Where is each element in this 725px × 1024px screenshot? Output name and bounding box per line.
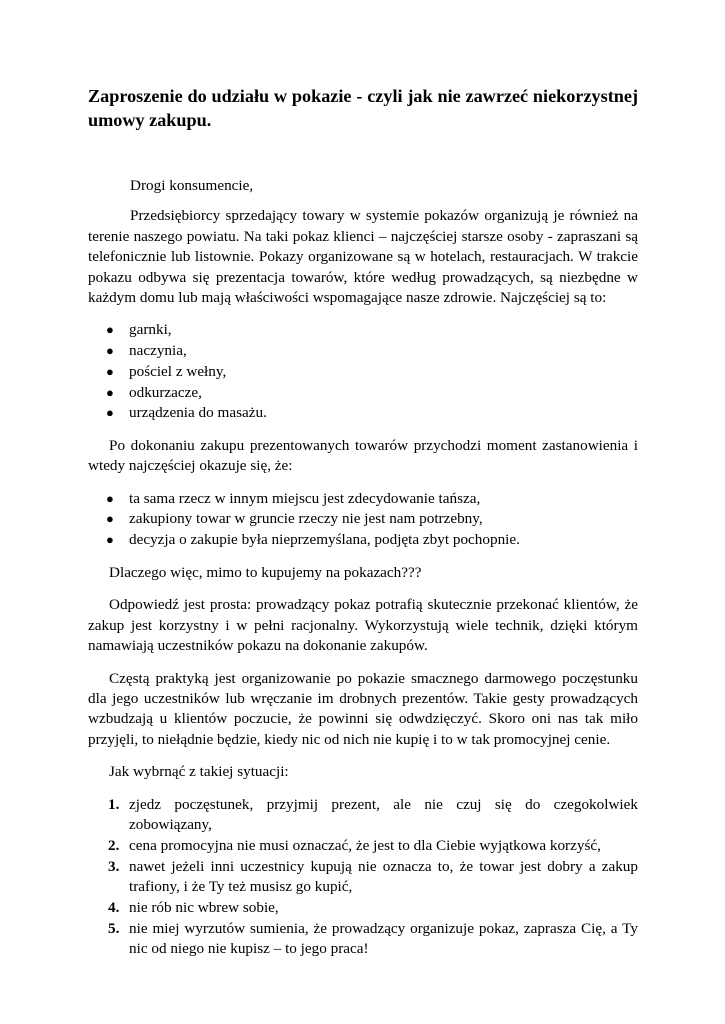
- bullet-icon: ●: [106, 343, 114, 359]
- question-paragraph: Dlaczego więc, mimo to kupujemy na pokazach???: [109, 563, 422, 581]
- list-item: ● ta sama rzecz w innym miejscu jest zdecydowanie tańsza,: [88, 489, 638, 510]
- bullet-icon: ●: [106, 322, 114, 338]
- bullet-icon: ●: [106, 511, 114, 527]
- answer-paragraph: Odpowiedź jest prosta: prowadzący pokaz potrafią skutecznie przekonać klientów, że zakup jest korzystny i w pełni racjonalny. Wykorzystują wiele technik, dzięki którym namawiają uczestników pokazu na dokonanie zakupów.: [88, 596, 638, 655]
- practice-paragraph: Częstą praktyką jest organizowanie po pokazie smacznego darmowego poczęstunku dla jego uczestników lub wręczanie im drobnych prezentów. Takie gesty prowadzących wzbudzają u klientów poczucie, że powinni się odwdzięczyć. Skoro oni nas tak miło przyjęli, to niełądnie będzie, kiedy nic od nich nie kupię i to w tak promocyjnej cenie.: [88, 669, 638, 748]
- list-item: ● decyzja o zakupie była nieprzemyślana, podjęta zbyt pochopnie.: [88, 530, 638, 551]
- bullet-icon: ●: [106, 490, 114, 506]
- bullet-icon: ●: [106, 384, 114, 400]
- list-item: ● garnki,: [88, 320, 638, 341]
- list-item: ● odkurzacze,: [88, 383, 638, 404]
- product-list: [88, 320, 638, 424]
- bullet-icon: ●: [106, 405, 114, 421]
- list-item: 5. nie miej wyrzutów sumienia, że prowadzący organizuje pokaz, zaprasza Cię, a Ty nic od niego nie kupisz – to jego praca!: [108, 919, 638, 958]
- how-to-paragraph: Jak wybrnąć z takiej sytuacji:: [109, 763, 289, 781]
- tips-list: [88, 795, 638, 961]
- list-item: 1. zjedz poczęstunek, przyjmij prezent, ale nie czuj się do czegokolwiek zobowiązany,: [108, 795, 638, 834]
- bullet-icon: ●: [106, 363, 114, 379]
- list-item: ● urządzenia do masażu.: [88, 403, 638, 424]
- bullet-icon: ●: [106, 532, 114, 548]
- list-item: 4. nie rób nic wbrew sobie,: [108, 899, 279, 917]
- after-purchase-paragraph: Po dokonaniu zakupu prezentowanych towarów przychodzi moment zastanowienia i wtedy najczęściej okazuje się, że:: [88, 436, 638, 475]
- list-item: ● zakupiony towar w gruncie rzeczy nie jest nam potrzebny,: [88, 509, 638, 530]
- intro-paragraph: Przedsiębiorcy sprzedający towary w systemie pokazów organizują je również na terenie naszego powiatu. Na taki pokaz klienci – najczęściej starsze osoby - zapraszani są telefonicznie lub listownie. Pokazy organizowane są w hotelach, restauracjach. W trakcie pokazu odbywa się prezentacja towarów, które według prowadzących, są niezbędne w każdym domu lub mają właściwości wspomagające nasze zdrowie. Najczęściej są to:: [88, 207, 638, 307]
- list-item: 3. nawet jeżeli inni uczestnicy kupują nie oznacza to, że towar jest dobry a zakup trafiony, i że Ty też musisz go kupić,: [108, 857, 638, 896]
- list-item: ● pościel z wełny,: [88, 362, 638, 383]
- greeting: Drogi konsumencie,: [130, 177, 254, 194]
- list-item: ● naczynia,: [88, 341, 638, 362]
- document-title: Zaproszenie do udziału w pokazie - czyli jak nie zawrzeć niekorzystnej umowy zakupu.: [88, 86, 638, 130]
- realization-list: [88, 489, 638, 551]
- document-body: [88, 176, 638, 960]
- list-item: 2. cena promocyjna nie musi oznaczać, że jest to dla Ciebie wyjątkowa korzyść,: [108, 836, 601, 854]
